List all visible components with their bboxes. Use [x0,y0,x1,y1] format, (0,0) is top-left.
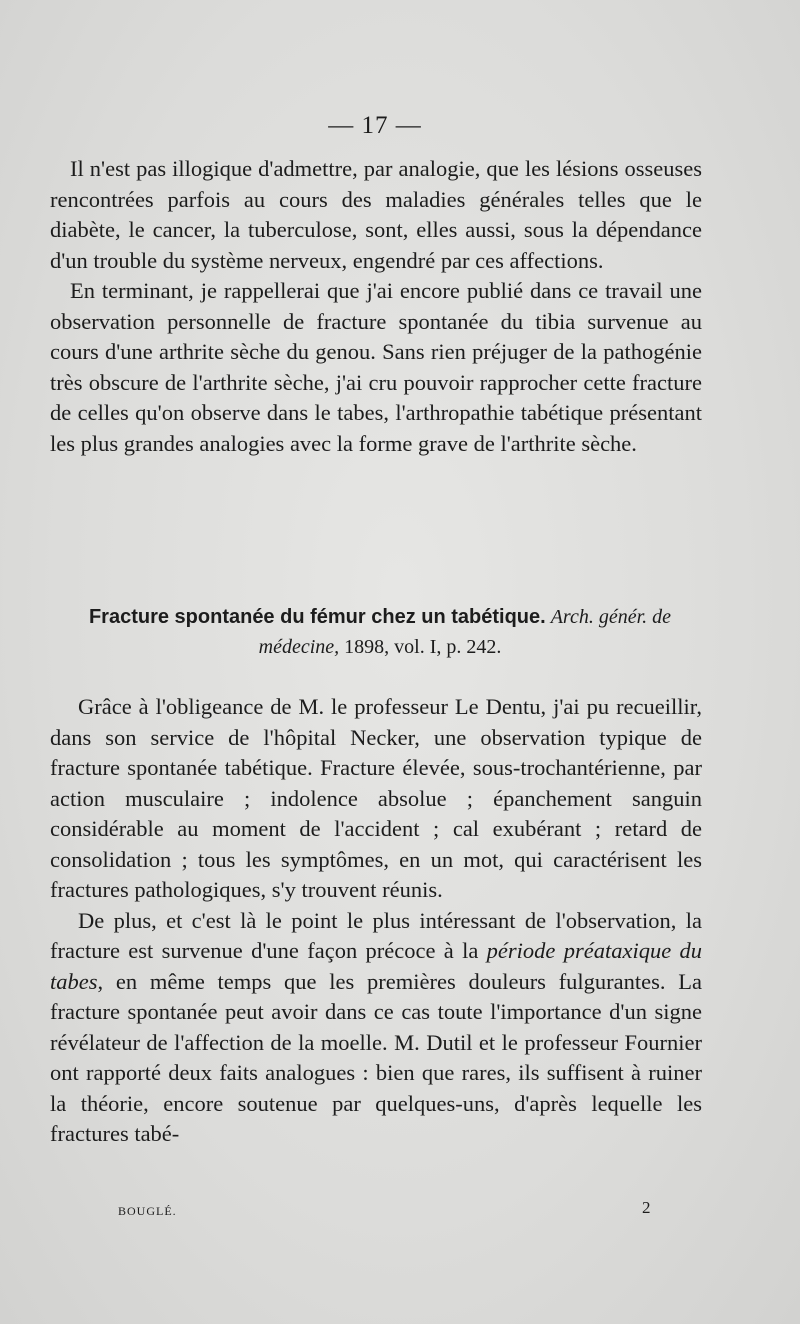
heading-citation: 1898, vol. I, p. 242. [344,636,502,658]
paragraph-text: De plus, et c'est là le point le plus intéressant de l'observation, la fracture est survenue d'une façon précoce à la [50,907,702,963]
paragraph-italic: période préataxique du tabes [50,938,702,994]
heading-title: Fracture spontanée du fémur chez un tabétique. [88,606,546,628]
section-observation [50,692,702,1150]
heading-journal: Arch. génér. de médecine, [258,606,672,658]
section-intro [50,154,702,459]
section-heading [50,602,710,662]
paragraph: Grâce à l'obligeance de M. le professeur Le Dentu, j'ai pu recueillir, dans son service de l'hôpital Necker, une observation typique de fracture spontanée tabétique. Fracture élevée, sous-trochantérienne, par action musculaire ; indolence absolue ; épanchement sanguin considérable au moment de l'accident ; cal exubérant ; retard de consolidation ; tous les symptômes, en un mot, qui caractérisent les fractures pathologiques, s'y trouvent réunis. [50,694,702,902]
footer-sheet-number: 2 [642,1198,651,1217]
page-number: — 17 — [328,112,422,139]
paragraph-text: , en même temps que les premières douleurs fulgurantes. La fracture spontanée peut avoir dans ce cas toute l'importance d'un signe révélateur de l'affection de la moelle. M. Dutil et le professeur Fournier ont rapporté deux faits analogues : bien que rares, ils suffisent à ruiner la théorie, encore soutenue par quelques-uns, d'après lequelle les fractures tabé- [50,968,702,1146]
paragraph: En terminant, je rappellerai que j'ai encore publié dans ce travail une observation personnelle de fracture spontanée du tibia survenue au cours d'une arthrite sèche du genou. Sans rien préjuger de la pathogénie très obscure de l'arthrite sèche, j'ai cru pouvoir rapprocher cette fracture de celles qu'on observe dans le tabes, l'arthropathie tabétique présentant les plus grandes analogies avec la forme grave de l'arthrite sèche. [50,278,702,456]
paragraph: Il n'est pas illogique d'admettre, par analogie, que les lésions osseuses rencontrées parfois au cours des maladies générales telles que le diabète, le cancer, la tuberculose, sont, elles aussi, sous la dépendance d'un trouble du système nerveux, engendré par ces affections. [50,156,702,273]
paragraph [50,906,702,1150]
footer-signature: BOUGLÉ. [118,1204,177,1218]
